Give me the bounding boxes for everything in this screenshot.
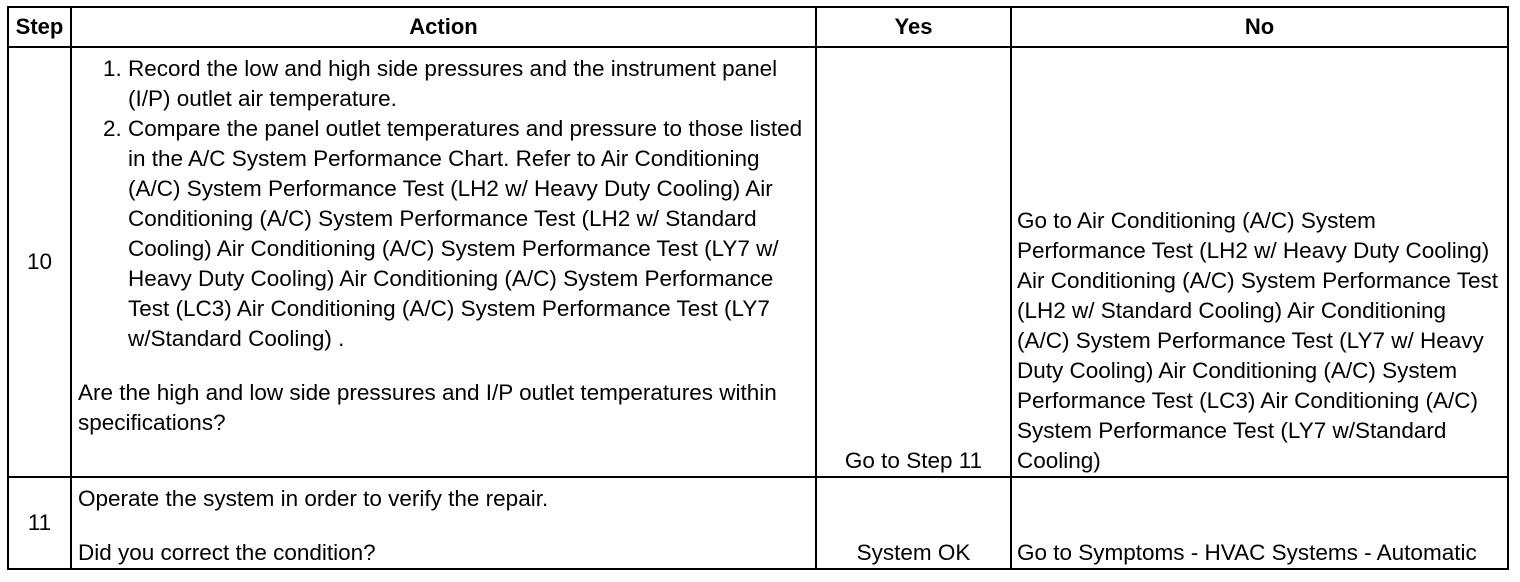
action-list-item: 1. Record the low and high side pressures and the instrument panel (I/P) outlet air temperature.: [128, 54, 807, 114]
diagnostic-table: [7, 6, 1509, 570]
no-result: Go to Air Conditioning (A/C) System Performance Test (LH2 w/ Heavy Duty Cooling) Air Conditioning (A/C) System Performance Test (LH2 w/ Standard Cooling) Air Conditioning (A/C) System Performance Test (LY7 w/ Heavy Duty Cooling) Air Conditioning (A/C) System Performance Test (LC3) Air Conditioning (A/C) System Performance Test (LY7 w/Standard Cooling): [1011, 47, 1508, 477]
table-row: [8, 47, 1508, 477]
yes-result: System OK: [816, 477, 1011, 569]
no-result: Go to Symptoms - HVAC Systems - Automatic: [1011, 477, 1508, 569]
header-row: [8, 7, 1508, 47]
header-no: No: [1011, 7, 1508, 47]
table-row: [8, 477, 1508, 569]
action-cell: [71, 47, 816, 477]
header-step: Step: [8, 7, 71, 47]
step-number: 10: [8, 47, 71, 477]
header-yes: Yes: [816, 7, 1011, 47]
action-list: [78, 54, 807, 354]
yes-result: Go to Step 11: [816, 47, 1011, 477]
header-action: Action: [71, 7, 816, 47]
step-number: 11: [8, 477, 71, 569]
action-cell: [71, 477, 816, 569]
action-text: Operate the system in order to verify the repair.: [78, 486, 549, 511]
action-question: Are the high and low side pressures and I/P outlet temperatures within specifications?: [78, 380, 777, 435]
action-question: Did you correct the condition?: [78, 540, 376, 565]
diagnostic-table-container: [7, 6, 1509, 570]
action-list-item: 2. Compare the panel outlet temperatures and pressure to those listed in the A/C System Performance Chart. Refer to Air Conditioning (A/C) System Performance Test (LH2 w/ Heavy Duty Cooling) Air Conditioning (A/C) System Performance Test (LH2 w/ Standard Cooling) Air Conditioning (A/C) System Performance Test (LY7 w/ Heavy Duty Cooling) Air Conditioning (A/C) System Performance Test (LC3) Air Conditioning (A/C) System Performance Test (LY7 w/Standard Cooling) .: [128, 114, 807, 354]
